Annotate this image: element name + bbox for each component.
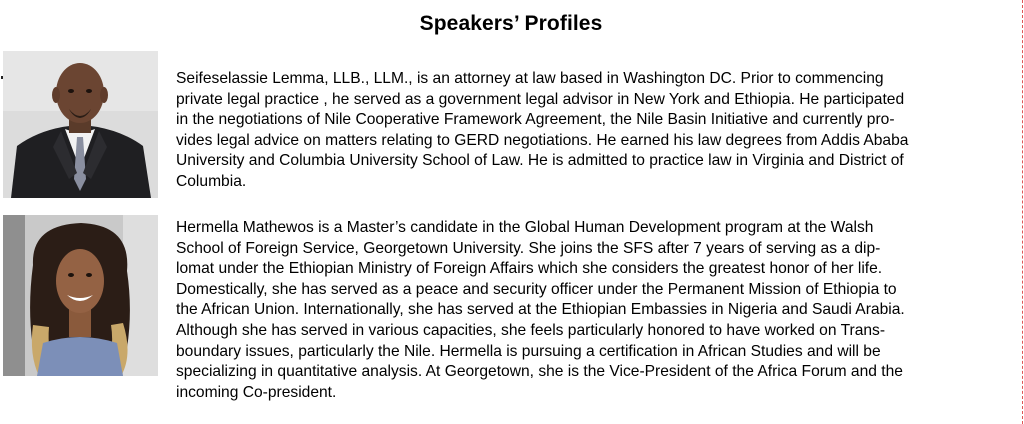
- bio-line: the African Union. Internationally, she has served at the Ethiopian Embassies in Nigeria and Saudi Arabia.: [176, 301, 905, 319]
- page-right-border: [1022, 0, 1023, 424]
- page-title: Speakers’ Profiles: [419, 12, 603, 35]
- bio-line: Columbia.: [176, 172, 247, 190]
- bio-line: in the negotiations of Nile Cooperative Framework Agreement, the Nile Basin Initiative and currently pro-: [176, 111, 895, 129]
- speaker-2-photo: [3, 215, 158, 376]
- bio-line: lomat under the Ethiopian Ministry of Foreign Affairs which she considers the greatest honor of her life.: [176, 260, 883, 278]
- bio-line: Domestically, she has served as a peace and security officer under the Permanent Mission of Ethiopia to: [176, 280, 897, 298]
- speaker-1-photo: [3, 51, 158, 198]
- bio-line: incoming Co-president.: [176, 383, 337, 401]
- speaker-photo-icon: [3, 215, 158, 376]
- speaker-2-bio: [176, 218, 1022, 403]
- bio-line: School of Foreign Service, Georgetown University. She joins the SFS after 7 years of serving as a dip-: [176, 239, 881, 257]
- speaker-photo-icon: [3, 51, 158, 198]
- bio-line: specializing in quantitative analysis. At Georgetown, she is the Vice-President of the Africa Forum and the: [176, 363, 903, 381]
- bio-line: University and Columbia University School of Law. He is admitted to practice law in Virginia and District of: [176, 152, 904, 170]
- bio-line: private legal practice , he served as a government legal advisor in New York and Ethiopia. He participated: [176, 90, 905, 108]
- bio-line: vides legal advice on matters relating to GERD negotiations. He earned his law degrees from Addis Ababa: [176, 131, 909, 149]
- bio-line: Although she has served in various capacities, she feels particularly honored to have worked on Trans-: [176, 321, 886, 339]
- bio-line: boundary issues, particularly the Nile. Hermella is pursuing a certification in African Studies and will be: [176, 342, 881, 360]
- speaker-1-bio: [176, 69, 1022, 193]
- bio-line: Seifeselassie Lemma, LLB., LLM., is an attorney at law based in Washington DC. Prior to commencing: [176, 70, 884, 87]
- bio-line: Hermella Mathewos is a Master’s candidate in the Global Human Development program at the Walsh: [176, 219, 874, 236]
